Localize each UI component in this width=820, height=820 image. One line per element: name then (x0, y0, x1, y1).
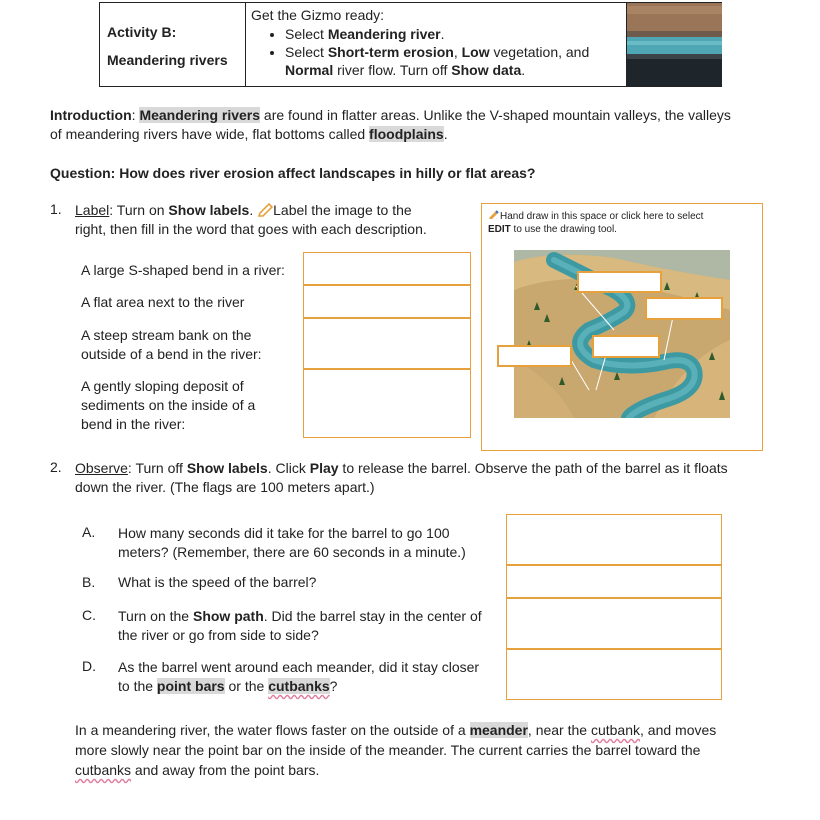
answer-box-2c[interactable] (506, 598, 722, 649)
q1-item-gentle-deposit: A gently sloping deposit of sediments on the inside of a bend in the river: (81, 378, 256, 432)
q2c-text: Turn on the Show path. Did the barrel stay in the center of the river or go from side to side? (118, 608, 482, 643)
answer-box-2d[interactable] (506, 649, 722, 700)
gizmo-setup-cell (245, 3, 627, 86)
q1-instructions: Label: Turn on Show labels. Label the image to the right, then fill in the word that goes with each description. (75, 202, 427, 237)
answer-box-floodplain[interactable] (303, 285, 471, 318)
answer-box-point-bar[interactable] (303, 369, 471, 438)
activity-title-cell (100, 3, 246, 86)
drawing-hint: Hand draw in this space or click here to select EDIT to use the drawing tool. (488, 211, 704, 235)
answer-box-2b[interactable] (506, 565, 722, 598)
q1-item-steep-bank: A steep stream bank on the outside of a bend in the river: (81, 327, 262, 362)
activity-title: Meandering rivers (107, 52, 228, 68)
introduction-paragraph: Introduction: Meandering rivers are found in flatter areas. Unlike the V-shaped mountain valleys, the valleys of meandering rivers have wide, flat bottoms called floodplains. (50, 107, 731, 142)
q2a-text: How many seconds did it take for the barrel to go 100 meters? (Remember, there are 60 seconds in a minute.) (118, 525, 466, 560)
pencil-icon (257, 203, 273, 217)
answer-box-2a[interactable] (506, 514, 722, 565)
q1-item-flat-area: A flat area next to the river (81, 294, 245, 310)
highlight-meander: meander (469, 722, 528, 738)
drawing-area[interactable] (481, 203, 763, 451)
q2b-letter: B. (82, 574, 96, 590)
q2c-letter: C. (82, 607, 96, 623)
q1-number: 1. (50, 201, 62, 217)
river-thumbnail-image (627, 3, 722, 86)
highlight-floodplains: floodplains (369, 126, 444, 142)
image-label-box-3[interactable] (497, 345, 572, 367)
q2a-letter: A. (82, 524, 96, 540)
gizmo-thumbnail-cell (627, 3, 722, 86)
closing-paragraph: In a meandering river, the water flows faster on the outside of a meander, near the cutbank, and moves more slowly near the point bar on the inside of the meander. The current carries the barrel toward the cutbanks and away from the point bars. (75, 722, 717, 778)
setup-step-1: • Select Meandering river. (285, 25, 615, 43)
gizmo-ready-title: Get the Gizmo ready: (251, 7, 385, 23)
image-label-box-2[interactable] (645, 297, 723, 320)
activity-label: Activity B: (107, 24, 177, 40)
q2-number: 2. (50, 459, 62, 475)
q2d-letter: D. (82, 658, 96, 674)
q2b-text: What is the speed of the barrel? (118, 574, 317, 590)
pen-icon (488, 210, 500, 220)
q2-instructions: Observe: Turn off Show labels. Click Play to release the barrel. Observe the path of the barrel as it floats down the river. (The flags are 100 meters apart.) (75, 460, 728, 495)
setup-steps-list (245, 25, 615, 79)
highlight-meandering-rivers: Meandering rivers (139, 107, 261, 123)
image-label-box-1[interactable] (577, 271, 662, 293)
answer-box-cutbank[interactable] (303, 318, 471, 369)
answer-box-meander[interactable] (303, 252, 471, 285)
question-heading: Question: How does river erosion affect landscapes in hilly or flat areas? (50, 165, 536, 181)
highlight-point-bars: point bars (156, 678, 225, 694)
q1-item-s-bend: A large S-shaped bend in a river: (81, 262, 285, 278)
activity-header-table (99, 2, 722, 87)
setup-step-2: • Select Short-term erosion, Low vegetation, and Normal river flow. Turn off Show data. (285, 43, 615, 79)
q2d-text: As the barrel went around each meander, did it stay closer to the point bars or the cutbanks? (118, 659, 480, 694)
image-label-box-4[interactable] (592, 335, 660, 358)
highlight-cutbanks: cutbanks (268, 678, 330, 694)
